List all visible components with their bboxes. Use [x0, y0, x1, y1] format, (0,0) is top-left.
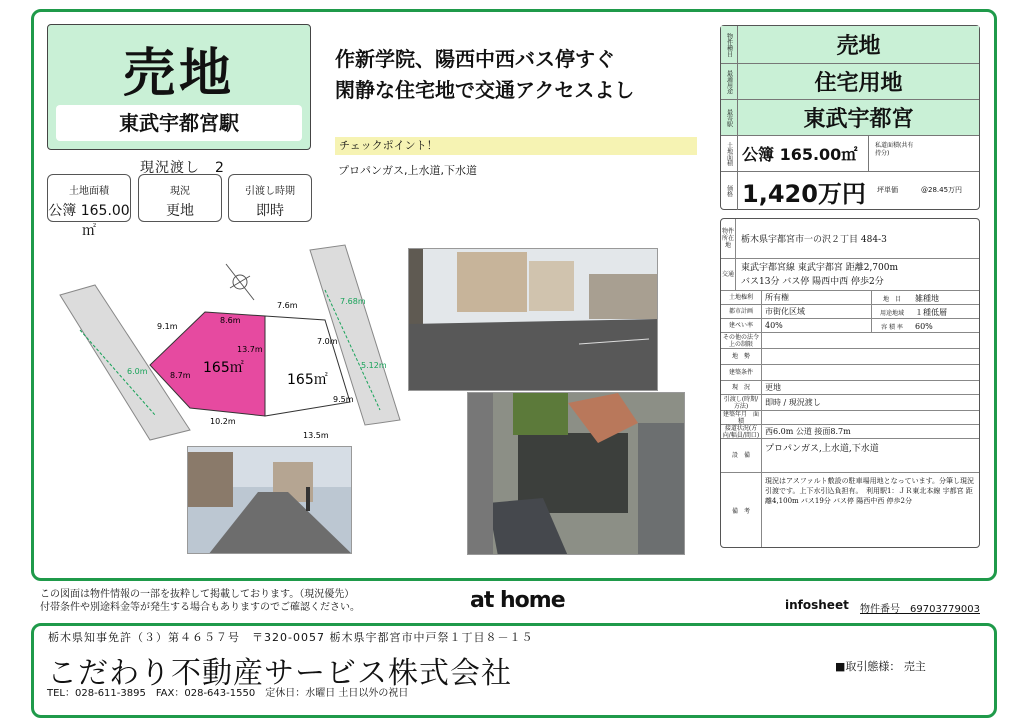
row-label: 建ぺい率 — [721, 319, 762, 332]
row-value — [741, 259, 977, 290]
summary-value: 公簿 165.00㎡ — [48, 203, 130, 239]
dim-label: 13.7m — [237, 345, 263, 354]
price-value: 1,420万円 — [742, 179, 866, 208]
row-kenpei — [721, 319, 979, 333]
row-road — [721, 425, 979, 439]
row-value: 住宅用地 — [814, 71, 903, 96]
dim-label: 6.0m — [127, 367, 148, 376]
row-label: 地 目 — [871, 291, 912, 305]
row-delivery — [721, 395, 979, 411]
dim-label: 9.5m — [333, 395, 354, 404]
row-label: 土地権利 — [721, 291, 762, 304]
row-rights — [721, 291, 979, 305]
row-label: 価格 — [721, 172, 738, 210]
row-genkyo — [721, 381, 979, 395]
contact-info: TEL：028-611-3895 FAX：028-643-1550 定休日：水曜日 土日以外の祝日 — [47, 688, 409, 699]
row-value: 栃木県宇都宮市一の沢２丁目 484-3 — [741, 235, 887, 245]
station-name: 東武宇都宮駅 — [56, 105, 302, 141]
infosheet-label: infosheet — [785, 598, 849, 612]
license-info: 栃木県知事免許（３）第４６５７号 〒320-0057 栃木県宇都宮市中戸祭１丁目８－１５ — [48, 631, 534, 644]
row-label: 建築条件 — [721, 365, 762, 380]
row-label: 備 考 — [721, 473, 762, 548]
private-road-label: 私道面積(共有持分) — [875, 142, 914, 157]
row-transport — [721, 259, 979, 291]
dim-label: 8.6m — [220, 316, 241, 325]
row-plan — [721, 305, 979, 319]
summary-value: 即時 — [256, 203, 284, 219]
row-value — [765, 349, 977, 364]
row-value: 40% — [765, 321, 783, 330]
row-terrain — [721, 349, 979, 365]
check-point-text: プロパンガス,上水道,下水道 — [338, 164, 477, 177]
row-label: 建築年月 面積 — [721, 411, 762, 424]
site-map — [55, 240, 410, 450]
disclaimer — [40, 588, 360, 614]
catch-copy — [335, 44, 634, 106]
dim-label: 13.5m — [303, 431, 329, 440]
aerial-photo — [467, 392, 685, 555]
row-label: 最寄駅 — [721, 100, 738, 135]
row-value: 公簿 165.00㎡ — [738, 136, 869, 171]
row-value: 現況はアスファルト敷設の駐車場用地となっています。分筆し現況引渡です。上下水引込負担有。 利用駅1：ＪＲ東北本線 宇都宮 距離4,100m バス19分 バス停 陽西中西 停歩2分 — [765, 477, 975, 505]
row-value: 所有権 — [765, 293, 789, 302]
disclaimer-line-1: この図面は物件情報の一部を抜粋して掲載しております。（現況優先） — [40, 589, 355, 600]
row-value: 更地 — [765, 383, 781, 392]
dim-label: 5.12m — [361, 361, 387, 370]
company-name: こだわり不動産サービス株式会社 — [47, 656, 512, 691]
row-price — [721, 172, 979, 210]
athome-logo: at home — [470, 588, 565, 613]
price-table — [720, 25, 980, 210]
row-label: 地 勢 — [721, 349, 762, 364]
summary-label: 現況 — [170, 186, 190, 197]
row-label: 用途地域 — [871, 305, 912, 319]
row-land-area — [721, 136, 979, 172]
row-value: 雑種地 — [915, 293, 939, 303]
transport-line-1: 東武宇都宮線 東武宇都宮 距離2,700m — [741, 262, 899, 273]
dim-label: 9.1m — [157, 322, 178, 331]
row-building — [721, 411, 979, 425]
row-value: 市街化区域 — [765, 307, 805, 316]
row-type — [721, 26, 979, 64]
row-label: 現 況 — [721, 381, 762, 394]
row-value: １種低層 — [915, 307, 947, 317]
row-remarks — [721, 473, 979, 548]
row-value — [765, 365, 977, 380]
genkyo-text: 現況渡し 2 — [140, 160, 225, 176]
plot-area-label: 165㎡ — [203, 360, 244, 376]
row-value: 東武宇都宮 — [803, 107, 914, 132]
row-label: 最適用途 — [721, 64, 738, 99]
summary-box-area — [47, 174, 131, 239]
row-condition — [721, 365, 979, 381]
row-value — [765, 333, 977, 348]
compass-icon — [226, 264, 254, 300]
dim-label: 7.0m — [317, 337, 338, 346]
row-label: 土地面積 — [721, 136, 738, 171]
page-title: 売地 — [122, 44, 235, 104]
row-value: プロパンガス,上水道,下水道 — [765, 444, 879, 454]
row-value: 売地 — [836, 34, 881, 59]
parking-photo — [408, 248, 658, 391]
row-equipment — [721, 439, 979, 473]
row-label: 容 積 率 — [871, 319, 912, 333]
plot-area-label: 165㎡ — [287, 372, 328, 388]
dim-label: 8.7m — [170, 371, 191, 380]
transaction-type: ■取引態様： 売主 — [835, 660, 926, 673]
row-label: 物件所在地 — [721, 219, 736, 258]
row-label: 物件種目 — [721, 26, 738, 63]
row-label: 引渡し(時期/方法) — [721, 395, 762, 410]
row-other — [721, 333, 979, 349]
transport-line-2: バス13分 バス停 陽西中西 停歩2分 — [741, 276, 884, 287]
row-value: 60% — [915, 321, 933, 331]
check-point-label: チェックポイント！ — [335, 137, 697, 155]
dim-label: 10.2m — [210, 417, 236, 426]
dim-label: 7.68m — [340, 297, 366, 306]
row-use — [721, 64, 979, 100]
catch-line-2: 閑静な住宅地で交通アクセスよし — [335, 78, 635, 102]
title-box — [47, 24, 311, 150]
dim-label: 7.6m — [277, 301, 298, 310]
row-label: 設 備 — [721, 439, 762, 472]
detail-table — [720, 218, 980, 548]
row-value: 西6.0m 公道 接面8.7m — [765, 427, 851, 436]
row-value — [765, 411, 977, 424]
tsubo-label: 坪単価 — [877, 186, 898, 194]
tsubo-value: @28.45万円 — [921, 186, 963, 194]
summary-box-status — [138, 174, 222, 222]
summary-value: 更地 — [166, 203, 194, 219]
row-station — [721, 100, 979, 136]
property-number: 物件番号 69703779003 — [860, 604, 980, 615]
summary-label: 引渡し時期 — [245, 186, 295, 197]
row-label: 交通 — [721, 259, 736, 290]
row-value: 即時 / 現況渡し — [765, 398, 821, 407]
summary-box-delivery — [228, 174, 312, 222]
catch-line-1: 作新学院、陽西中西バス停すぐ — [335, 47, 615, 71]
summary-label: 土地面積 — [69, 186, 109, 197]
row-label: 都市計画 — [721, 305, 762, 318]
row-address — [721, 219, 979, 259]
disclaimer-line-2: 付帯条件や別途料金等が発生する場合もありますのでご確認ください。 — [40, 602, 360, 613]
row-label: その他の法令上の制限 — [721, 333, 762, 348]
street-photo — [187, 446, 352, 554]
row-label: 接道状況(方向/幅員/間口) — [721, 425, 762, 438]
